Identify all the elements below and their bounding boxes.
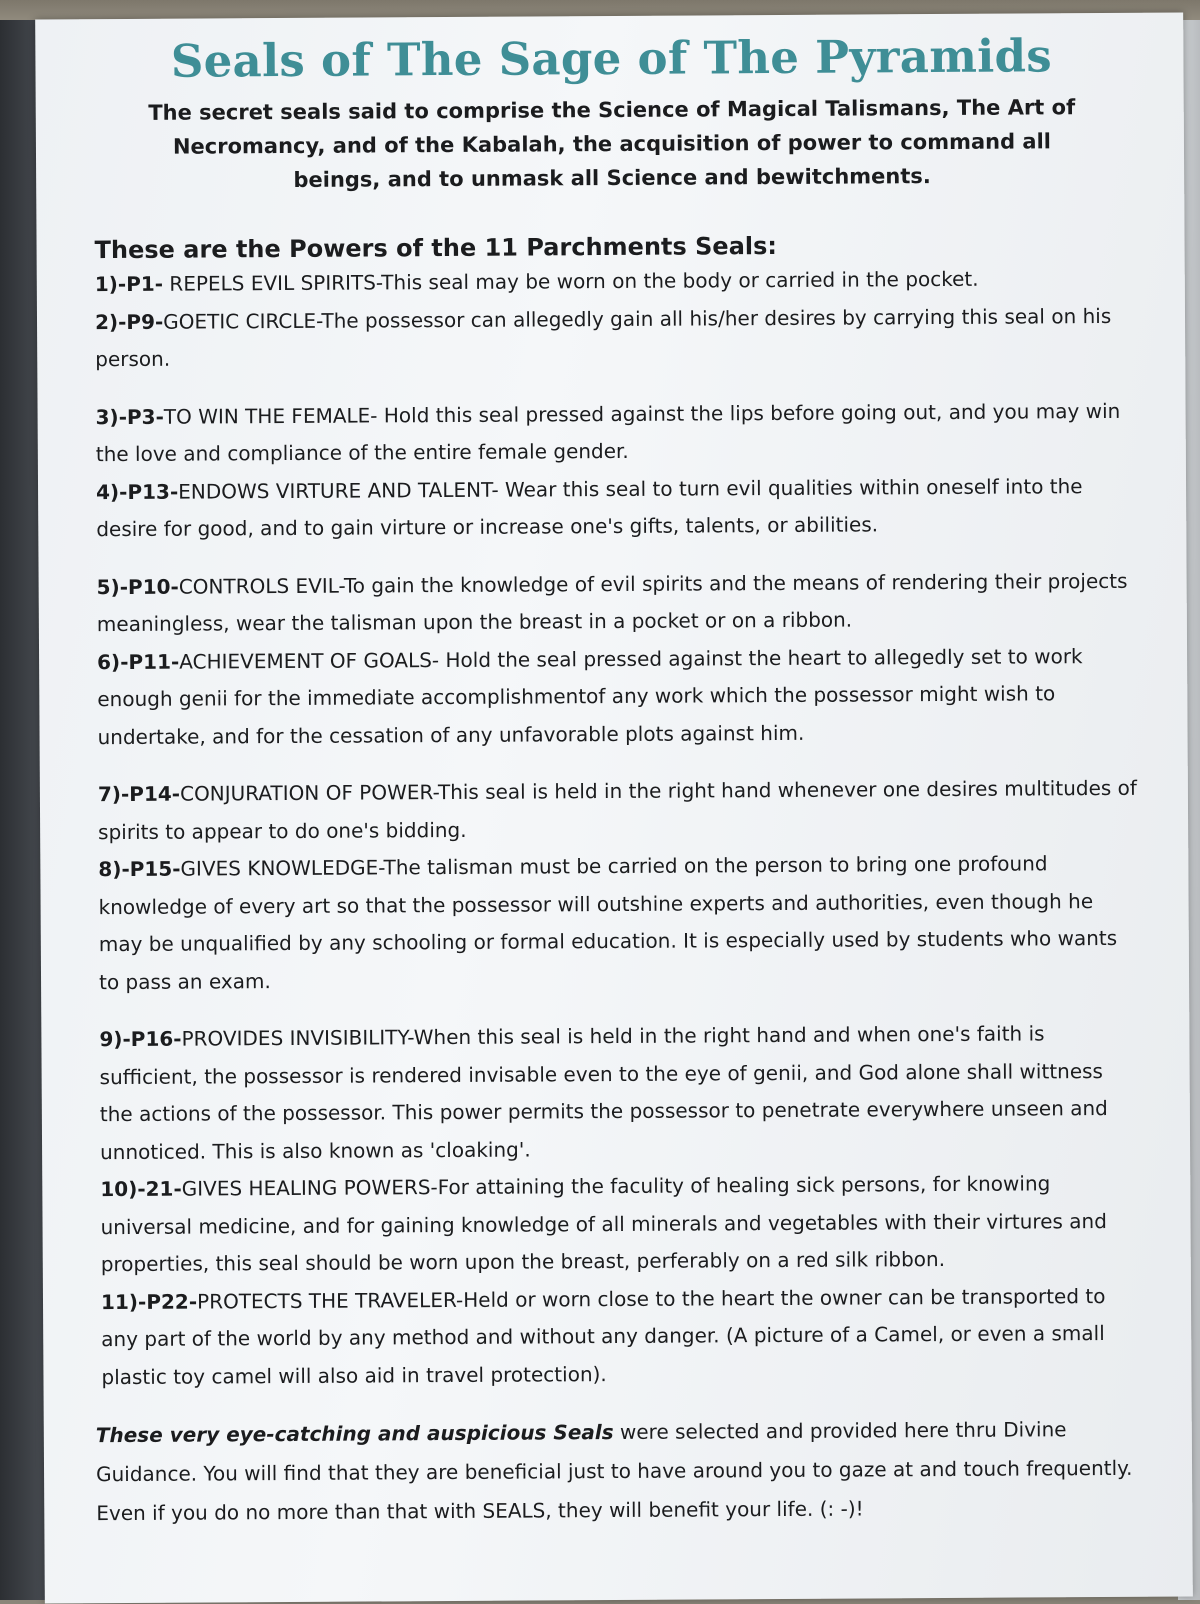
seal-item-3 <box>95 392 1137 473</box>
seal-code: 7)-P14- <box>97 781 181 807</box>
document-title: Seals of The Sage of The Pyramids <box>170 29 1053 88</box>
seal-item-7 <box>98 770 1140 851</box>
seal-code: 11)-P22- <box>100 1289 198 1314</box>
seal-text: GIVES KNOWLEDGE-The talisman must be carried on the person to bring one profound knowledge of every art so that the possessor will outshine experts and authorities, even though he may be unqualified by any schooling or formal education. It is especially used by students who wants to pass an exam. <box>98 851 1118 994</box>
seal-text: CONTROLS EVIL-To gain the knowledge of evil spirits and the means of rendering their projects meaningless, wear the talisman upon the breast in a pocket or on a ribbon. <box>96 568 1128 637</box>
seal-text: GOETIC CIRCLE-The possessor can allegedly gain all his/her desires by carrying this seal on his person. <box>95 303 1112 372</box>
seal-item-6 <box>97 637 1140 756</box>
seal-text: PROTECTS THE TRAVELER-Held or worn close to the heart the owner can be transported to any part of the world by any method and without any danger. (A picture of a Camel, or even a small plastic toy camel will also aid in travel protection). <box>101 1283 1106 1389</box>
seal-code: 3)-P3- <box>95 404 164 429</box>
seal-code: 9)-P16- <box>99 1026 182 1052</box>
seal-item-2 <box>95 297 1137 378</box>
seal-item-11 <box>101 1277 1144 1396</box>
seal-item-5 <box>97 562 1139 643</box>
seal-item-8 <box>98 845 1141 1001</box>
seal-code: 6)-P11- <box>97 649 180 674</box>
seal-code: 8)-P15- <box>98 856 181 882</box>
seal-item-1 <box>95 260 1137 304</box>
closing-paragraph <box>96 1410 1145 1533</box>
seal-code: 4)-P13- <box>95 479 179 504</box>
seal-text: ENDOWS VIRTURE AND TALENT- Wear this seal to turn evil qualities within oneself into the desire for good, and to gain virture or increase one's gifts, talents, or abilities. <box>96 473 1083 542</box>
seal-text: REPELS EVIL SPIRITS-This seal may be worn on the body or carried in the pocket. <box>162 266 979 296</box>
seal-text: PROVIDES INVISIBILITY-When this seal is held in the right hand and when one's faith is sufficient, the possessor is rendered invisable even to the eye of genii, and God alone shall wittness the actions of the possessor. This power permits the possessor to penetrate everywhere unseen and unnoticed. This is also known as 'cloaking'. <box>99 1021 1108 1164</box>
closing-emphasis: These very eye-catching and auspicious Seals <box>95 1420 614 1448</box>
document-subtitle: The secret seals said to comprise the Science of Magical Talismans, The Art of Necromancy, and of the Kabalah, the acquisition of power to command all beings, and to unmask all Science and bewitchments. <box>148 95 1076 192</box>
closing-text: were selected and provided here thru Divine Guidance. You will find that they are beneficial just to have around you to gaze at and touch frequently. Even if you do no more than that with SEALS, they will benefit your life. (: -)! <box>95 1417 1133 1526</box>
paper-sheet <box>35 13 1193 1604</box>
powers-heading: These are the Powers of the 11 Parchments Seals: <box>94 231 778 265</box>
seal-code: 5)-P10- <box>96 574 179 599</box>
seal-text: TO WIN THE FEMALE- Hold this seal pressed against the lips before going out, and you may win the love and compliance of the entire female gender. <box>95 398 1121 467</box>
seal-code: 2)-P9- <box>94 309 164 334</box>
seal-item-9 <box>99 1015 1142 1171</box>
document-body <box>87 29 1144 1533</box>
seal-text: CONJURATION OF POWER-This seal is held in the right hand whenever one desires multitudes of spirits to appear to do one's bidding. <box>98 775 1137 844</box>
seal-code: 1)-P1- <box>94 271 164 297</box>
seal-item-10 <box>100 1165 1143 1284</box>
seal-text: ACHIEVEMENT OF GOALS- Hold the seal pressed against the heart to allegedly set to work enough genii for the immediate accomplishmentof any work which the possessor might wish to undertake, and for the cessation of any unfavorable plots against him. <box>97 643 1083 749</box>
seal-text: GIVES HEALING POWERS-For attaining the faculity of healing sick persons, for knowing universal medicine, and for gaining knowledge of all minerals and vegetables with their virtures and properties, this seal should be worn upon the breast, perferably on a red silk ribbon. <box>100 1171 1107 1277</box>
seal-item-4 <box>96 467 1138 548</box>
seal-code: 10)-21- <box>100 1176 182 1202</box>
